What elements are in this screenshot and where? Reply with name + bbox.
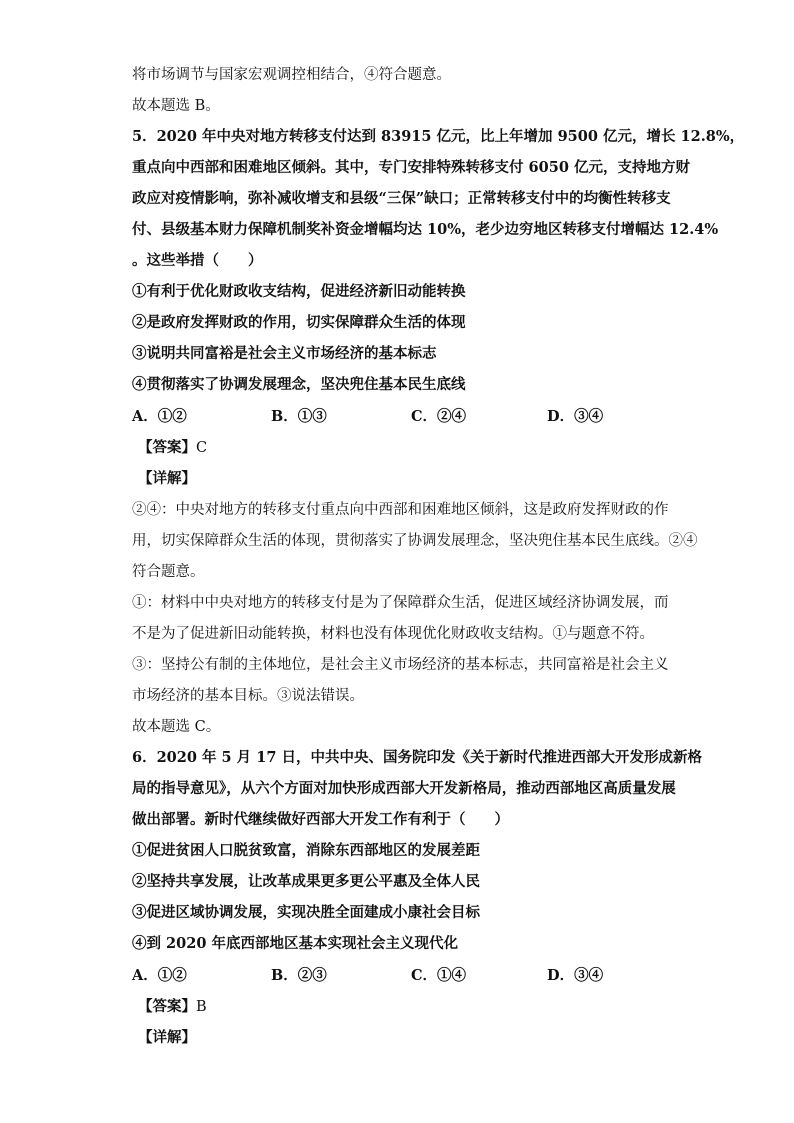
q5-explanation-line-6: ③：坚持公有制的主体地位，是社会主义市场经济的基本标志，共同富裕是社会主义 (132, 657, 669, 673)
q6-statement-1: ①促进贫困人口脱贫致富，消除东西部地区的发展差距 (132, 842, 480, 859)
q5-explanation-line-1: ②④：中央对地方的转移支付重点向中西部和困难地区倾斜，这是政府发挥财政的作 (132, 502, 669, 518)
q5-explanation-line-3: 符合题意。 (132, 564, 205, 580)
q5-stem-line-5: 。这些举措（ ） (132, 252, 263, 269)
q6-explanation-label: 【详解】 (138, 1029, 196, 1046)
q5-statement-1: ①有利于优化财政收支结构，促进经济新旧动能转换 (132, 283, 466, 300)
q5-option-d: D．③④ (547, 408, 604, 425)
q6-option-d: D．③④ (547, 967, 604, 984)
q6-answer: 【答案】B (138, 998, 207, 1015)
q5-stem-line-1: 5．2020 年中央对地方转移支付达到 83915 亿元，比上年增加 9500 亿元，增长 12.8%， (132, 128, 745, 145)
q6-option-a: A．①② (132, 967, 187, 984)
prev-answer-conclusion: 故本题选 B。 (132, 98, 220, 114)
prev-explanation-end: 将市场调节与国家宏观调控相结合，④符合题意。 (132, 67, 451, 83)
q5-stem-line-3: 政应对疫情影响，弥补减收增支和县级“三保”缺口；正常转移支付中的均衡性转移支 (132, 190, 671, 207)
q5-explanation-label: 【详解】 (138, 470, 196, 487)
q5-explanation-line-7: 市场经济的基本目标。③说法错误。 (132, 688, 364, 704)
q6-stem-line-3: 做出部署。新时代继续做好西部大开发工作有利于（ ） (132, 811, 509, 828)
q5-option-c: C．②④ (411, 408, 467, 425)
q5-conclusion: 故本题选 C。 (132, 719, 221, 735)
q6-statement-2: ②坚持共享发展，让改革成果更多更公平惠及全体人民 (132, 873, 480, 890)
q6-option-b: B．②③ (271, 967, 327, 984)
q5-answer: 【答案】C (138, 439, 208, 456)
q5-statement-4: ④贯彻落实了协调发展理念，坚决兜住基本民生底线 (132, 376, 466, 393)
q5-stem-line-2: 重点向中西部和困难地区倾斜。其中，专门安排特殊转移支付 6050 亿元，支持地方财 (132, 159, 690, 176)
q5-explanation-line-5: 不是为了促进新旧动能转换，材料也没有体现优化财政收支结构。①与题意不符。 (132, 626, 654, 642)
q5-option-b: B．①③ (271, 408, 327, 425)
q5-statement-2: ②是政府发挥财政的作用，切实保障群众生活的体现 (132, 314, 466, 331)
q5-explanation-line-4: ①：材料中中央对地方的转移支付是为了保障群众生活，促进区域经济协调发展，而 (132, 595, 669, 611)
q6-stem-line-1: 6．2020 年 5 月 17 日，中共中央、国务院印发《关于新时代推进西部大开发形成新格 (132, 749, 702, 766)
q5-statement-3: ③说明共同富裕是社会主义市场经济的基本标志 (132, 345, 437, 362)
q6-option-c: C．①④ (411, 967, 467, 984)
q6-stem-line-2: 局的指导意见》，从六个方面对加快形成西部大开发新格局，推动西部地区高质量发展 (132, 780, 676, 797)
q6-statement-3: ③促进区域协调发展，实现决胜全面建成小康社会目标 (132, 904, 480, 921)
q5-stem-line-4: 付、县级基本财力保障机制奖补资金增幅均达 10%，老少边穷地区转移支付增幅达 12.4% (132, 221, 719, 238)
q5-option-a: A．①② (132, 408, 187, 425)
q6-statement-4: ④到 2020 年底西部地区基本实现社会主义现代化 (132, 935, 458, 952)
q5-explanation-line-2: 用，切实保障群众生活的体现，贯彻落实了协调发展理念，坚决兜住基本民生底线。②④ (132, 533, 698, 549)
